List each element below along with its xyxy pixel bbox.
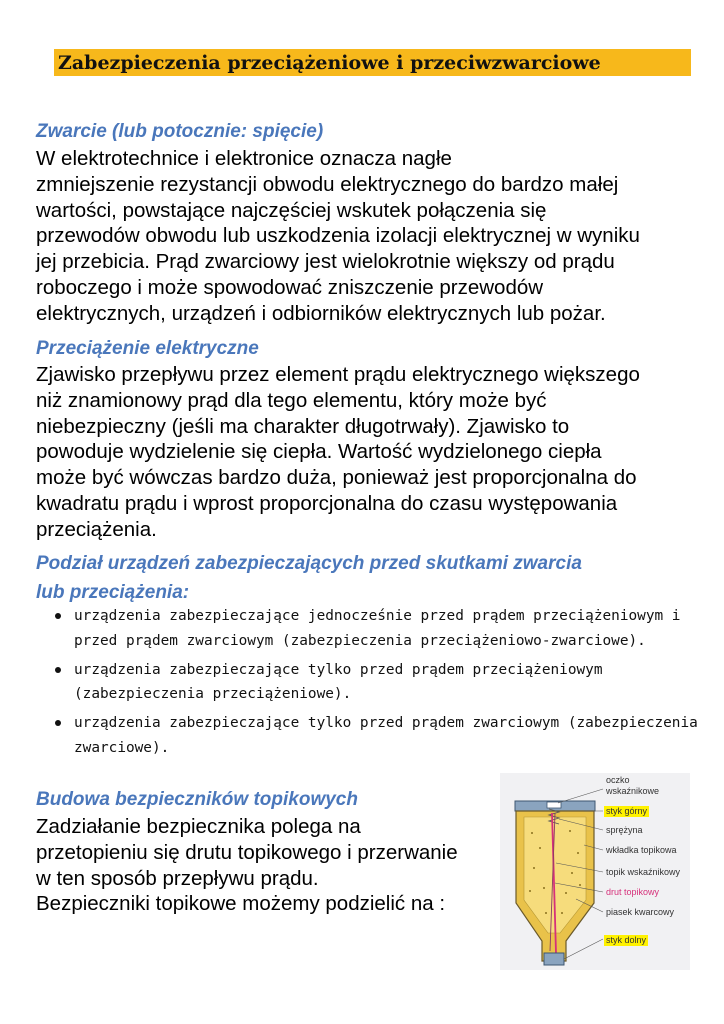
device-list: [50, 604, 700, 765]
label-wskaznikowe: wskaźnikowe: [606, 786, 660, 796]
text-line: przeciążenia.: [36, 517, 157, 541]
heading-line: Podział urządzeń zabezpieczających przed skutkami zwarcia: [36, 553, 582, 574]
text-line: zmniejszenie rezystancji obwodu elektrycznego do bardzo małej: [36, 172, 619, 196]
text-line: niebezpieczny (jeśli ma charakter długotrwały). Zjawisko to: [36, 414, 570, 438]
heading-line: lub przeciążenia:: [36, 582, 190, 603]
label-styk-gorny: styk górny: [606, 806, 648, 816]
fuse-diagram: [500, 773, 690, 970]
bullet-icon: [55, 613, 61, 619]
section-heading-budowa: Budowa bezpieczników topikowych: [36, 789, 358, 810]
bottom-contact-shape: [544, 953, 564, 965]
text-line: W elektrotechnice i elektronice oznacza nagłe: [36, 147, 452, 170]
bullet-icon: [55, 667, 61, 673]
text-line: roboczego i może spowodować zniszczenie przewodów: [36, 275, 544, 299]
text-line: może być wówczas bardzo duża, ponieważ jest proporcjonalna do: [36, 466, 637, 490]
list-item: [50, 658, 700, 707]
page-title: Zabezpieczenia przeciążeniowe i przeciwzwarciowe: [58, 52, 601, 74]
label-wkladka: wkładka topikowa: [606, 845, 677, 855]
paragraph-przeciazenie: [36, 362, 640, 543]
list-item-line: urządzenia zabezpieczające jednocześnie przed prądem przeciążeniowym i: [74, 608, 681, 624]
label-topik: topik wskaźnikowy: [606, 867, 681, 877]
list-item: [50, 604, 700, 653]
text-line: kwadratu prądu i wprost proporcjonalna do czasu występowania: [36, 491, 618, 515]
section-heading-zwarcie: Zwarcie (lub potocznie: spięcie): [36, 121, 324, 142]
section-heading-podzial: [36, 549, 582, 607]
list-item: [50, 711, 700, 760]
paragraph-zwarcie: [36, 146, 640, 327]
label-oczko: oczko: [606, 775, 630, 785]
label-drut: drut topikowy: [606, 887, 660, 897]
text-line: elektrycznych, urządzeń i odbiorników elektrycznych lub pożar.: [36, 301, 606, 325]
text-line: niż znamionowy prąd dla tego elementu, który może być: [36, 388, 547, 412]
list-item-line: przed prądem zwarciowym (zabezpieczenia przeciążeniowo-zwarciowe).: [74, 632, 646, 649]
text-line: w ten sposób przepływu prądu.: [36, 866, 319, 890]
text-line: przetopieniu się drutu topikowego i przerwanie: [36, 840, 458, 864]
label-sprezyna: sprężyna: [606, 825, 643, 835]
label-piasek: piasek kwarcowy: [606, 907, 675, 917]
section-heading-przeciazenie: Przeciążenie elektryczne: [36, 338, 259, 359]
list-item-line: urządzenia zabezpieczające tylko przed prądem zwarciowym (zabezpieczenia: [74, 715, 698, 731]
list-item-line: zwarciowe).: [74, 739, 170, 756]
list-item-line: (zabezpieczenia przeciążeniowe).: [74, 686, 352, 702]
paragraph-budowa: [36, 814, 458, 917]
text-line: jej przebicia. Prąd zwarciowy jest wielokrotnie większy od prądu: [36, 250, 615, 274]
list-item-line: urządzenia zabezpieczające tylko przed prądem przeciążeniowym: [74, 661, 603, 678]
text-line: powoduje wydzielenie się ciepła. Wartość wydzielonego ciepła: [36, 440, 602, 464]
label-styk-dolny: styk dolny: [606, 935, 647, 945]
text-line: Zadziałanie bezpiecznika polega na: [36, 815, 361, 838]
text-line: wartości, powstające najczęściej wskutek połączenia się: [36, 198, 547, 222]
text-line: Zjawisko przepływu przez element prądu elektrycznego większego: [36, 363, 640, 386]
text-line: przewodów obwodu lub uszkodzenia izolacji elektrycznej w wyniku: [36, 224, 640, 248]
text-line: Bezpieczniki topikowe możemy podzielić na :: [36, 892, 446, 916]
bullet-icon: [55, 720, 61, 726]
